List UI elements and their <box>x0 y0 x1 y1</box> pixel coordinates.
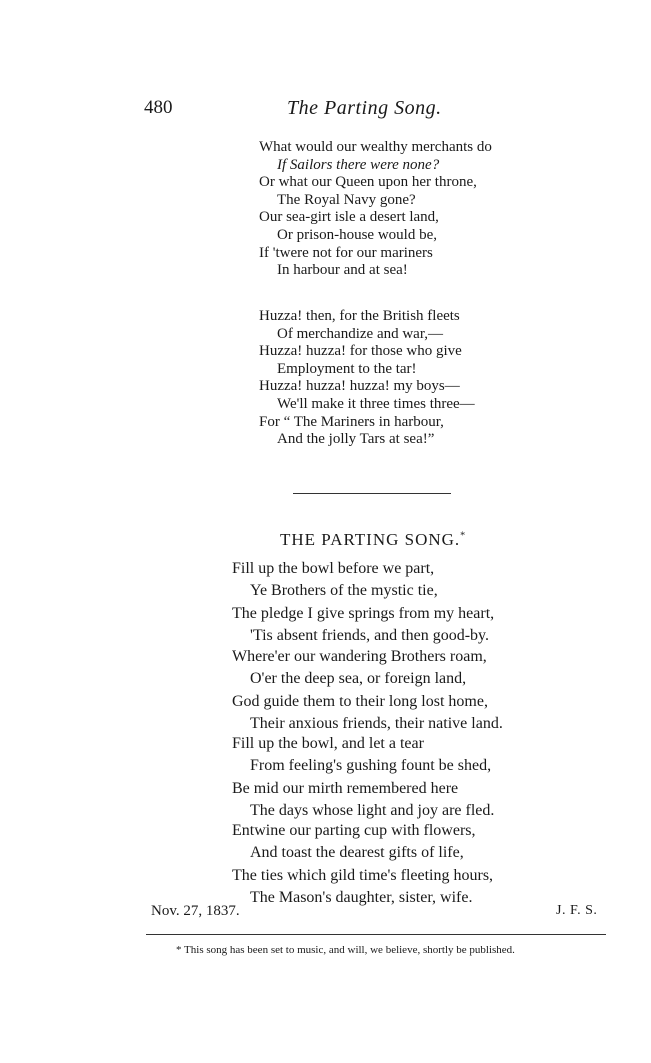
poem-line: Huzza! then, for the British fleets <box>259 308 460 324</box>
song-title-text: THE PARTING SONG. <box>280 530 461 549</box>
poem-line: Ye Brothers of the mystic tie, <box>250 582 438 600</box>
poem-line: Fill up the bowl, and let a tear <box>232 735 424 752</box>
poem-line: The Royal Navy gone? <box>277 191 416 208</box>
poem-line: 'Tis absent friends, and then good-by. <box>250 627 490 645</box>
poem-line: Fill up the bowl before we part, <box>232 560 435 577</box>
poem-line: The ties which gild time's fleeting hours, <box>232 866 494 884</box>
poem-line: Be mid our mirth remembered here <box>232 779 459 797</box>
section-divider <box>293 493 451 494</box>
running-head: The Parting Song. <box>287 97 442 119</box>
signature-date: Nov. 27, 1837. <box>151 903 240 919</box>
poem-line: We'll make it three times three— <box>277 395 475 412</box>
footnote-mark: * <box>460 530 466 542</box>
page-number: 480 <box>144 97 173 118</box>
poem-line: Entwine our parting cup with flowers, <box>232 822 476 839</box>
poem-line: The pledge I give springs from my heart, <box>232 604 495 622</box>
song-title <box>280 530 465 550</box>
poem-line: In harbour and at sea! <box>277 262 408 279</box>
poem-line: God guide them to their long lost home, <box>232 692 488 710</box>
poem-line: O'er the deep sea, or foreign land, <box>250 670 467 688</box>
poem-stanza <box>259 139 492 280</box>
footnote-rule <box>146 934 606 935</box>
poem-line: Huzza! huzza! huzza! my boys— <box>259 378 460 395</box>
poem-line: What would our wealthy merchants do <box>259 139 492 155</box>
poem-line: Or what our Queen upon her throne, <box>259 174 477 191</box>
poem-stanza <box>259 308 475 449</box>
poem-stanza <box>232 820 493 910</box>
poem-line: Or prison-house would be, <box>277 226 437 243</box>
poem-line: Where'er our wandering Brothers roam, <box>232 648 487 665</box>
poem-line: Their anxious friends, their native land. <box>250 715 503 733</box>
poem-line: From feeling's gushing fount be shed, <box>250 757 492 775</box>
footnote: * This song has been set to music, and will, we believe, shortly be published. <box>176 944 515 956</box>
poem-line: And the jolly Tars at sea!” <box>277 431 435 448</box>
poem-stanza <box>232 646 503 736</box>
poem-line: The Mason's daughter, sister, wife. <box>250 889 473 907</box>
poem-line: For “ The Mariners in harbour, <box>259 413 444 430</box>
poem-line: If 'twere not for our mariners <box>259 244 433 261</box>
signature-initials: J. F. S. <box>556 903 598 918</box>
poem-stanza <box>232 558 494 648</box>
poem-stanza <box>232 733 494 823</box>
poem-line: Our sea-girt isle a desert land, <box>259 209 439 226</box>
poem-line: Huzza! huzza! for those who give <box>259 343 462 360</box>
poem-line: The days whose light and joy are fled. <box>250 802 495 820</box>
poem-line: Of merchandize and war,— <box>277 325 443 342</box>
poem-line: And toast the dearest gifts of life, <box>250 844 464 862</box>
poem-line: If Sailors there were none? <box>277 156 440 173</box>
poem-line: Employment to the tar! <box>277 360 417 377</box>
